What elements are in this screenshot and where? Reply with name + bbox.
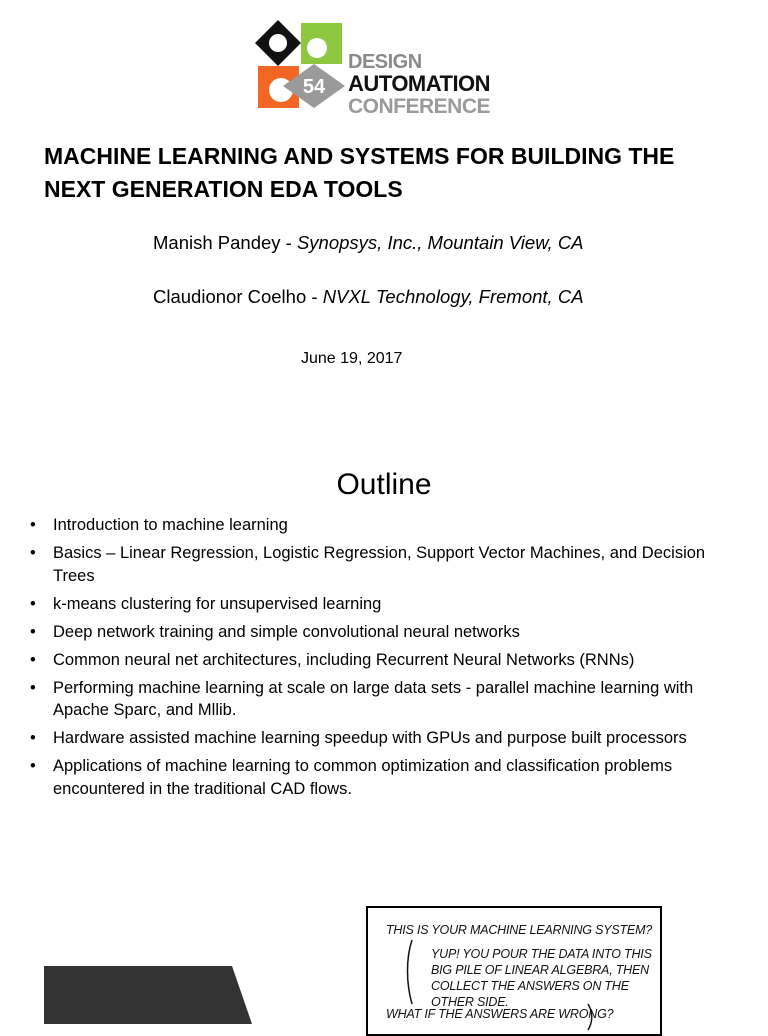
list-item-text: k-means clustering for unsupervised learning	[53, 594, 382, 613]
bullet-icon: •	[30, 678, 36, 697]
author-name: Manish Pandey -	[153, 232, 297, 253]
comic-line-answer: YUP! YOU POUR THE DATA INTO THIS BIG PILE OF LINEAR ALGEBRA, THEN COLLECT THE ANSWERS ON THE OTHER SIDE.	[431, 947, 652, 1009]
list-item	[30, 755, 730, 800]
author-entry	[153, 232, 584, 254]
list-item-text: Performing machine learning at scale on large data sets - parallel machine learning with Apache Sparc, and Mllib.	[53, 678, 694, 719]
logo-line-conference: CONFERENCE	[348, 95, 491, 118]
list-item	[30, 542, 730, 587]
outline-heading: Outline	[336, 468, 432, 501]
document-title: MACHINE LEARNING AND SYSTEMS FOR BUILDING THE NEXT GENERATION EDA TOOLS	[44, 143, 675, 202]
list-item-text: Common neural net architectures, including Recurrent Neural Networks (RNNs)	[53, 650, 635, 669]
list-item-text: Introduction to machine learning	[53, 516, 288, 534]
logo-number: 54	[302, 76, 326, 98]
list-item	[30, 649, 730, 672]
logo-line-design: DESIGN	[348, 51, 422, 73]
list-item-text: Applications of machine learning to common optimization and classification problems encountered in the traditional CAD flows.	[53, 757, 673, 798]
list-item-text: Deep network training and simple convolutional neural networks	[53, 622, 520, 641]
bullet-icon: •	[30, 729, 36, 747]
dac-logo	[255, 20, 517, 118]
list-item-text: Hardware assisted machine learning speedup with GPUs and purpose built processors	[53, 729, 687, 747]
dac-logo-mark	[255, 20, 347, 114]
speech-tail-line	[584, 1002, 596, 1032]
comic-line-question: THIS IS YOUR MACHINE LEARNING SYSTEM?	[386, 923, 653, 937]
outline-list	[30, 514, 730, 806]
list-item	[30, 514, 730, 537]
bullet-icon: •	[30, 622, 36, 641]
list-item	[30, 727, 730, 750]
author-affiliation: Synopsys, Inc., Mountain View, CA	[296, 232, 584, 253]
comic-line-followup: WHAT IF THE ANSWERS ARE WRONG?	[386, 1007, 614, 1021]
comic-panel	[366, 906, 662, 1036]
author-affiliation: NVXL Technology, Fremont, CA	[322, 286, 584, 307]
presentation-date: June 19, 2017	[301, 350, 403, 367]
decorative-banner-shape	[0, 960, 260, 1024]
bullet-icon: •	[30, 650, 36, 669]
list-item	[30, 677, 730, 722]
bullet-icon: •	[30, 594, 36, 613]
logo-line-automation: AUTOMATION	[348, 71, 491, 96]
speech-tail-line	[402, 938, 422, 1008]
list-item	[30, 621, 730, 644]
list-item	[30, 593, 730, 616]
list-item-text: Basics – Linear Regression, Logistic Regression, Support Vector Machines, and Decision Trees	[53, 544, 706, 585]
logo-wordmark	[348, 52, 490, 117]
bullet-icon: •	[30, 516, 36, 534]
author-entry	[153, 286, 584, 308]
bullet-icon: •	[30, 757, 36, 775]
author-name: Claudionor Coelho -	[153, 286, 323, 307]
bullet-icon: •	[30, 544, 36, 562]
